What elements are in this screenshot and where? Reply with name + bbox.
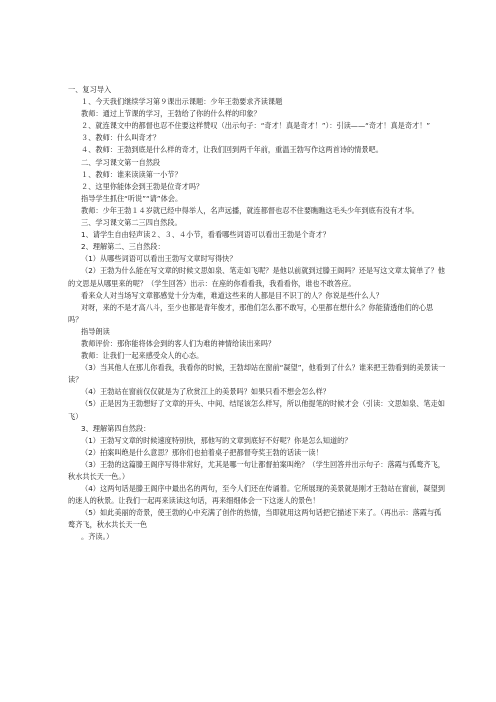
paragraph: （1）从哪些词语可以看出王勃写文章时写得快？	[81, 254, 237, 264]
paragraph: （5）如此美丽的奇景，使王勃的心中充满了创作的热情，当即就用这两句话把它描述下来了。（再出示：落霞与孤鹜齐飞，秋水共长天一色	[68, 508, 442, 530]
paragraph: ３、教师：什么叫奇才？	[81, 133, 161, 143]
paragraph: （1）王勃写文章的时候速度特别快，那他写的文章到底好不好呢？你是怎么知道的？	[81, 435, 352, 445]
paragraph: 教师：通过上节课的学习，王勃给了你的什么样的印象？	[81, 109, 261, 119]
paragraph: 。齐读。）	[81, 532, 114, 542]
paragraph: 教师：少年王勃１４岁就已经中得举人，名声远播，就连都督也忍不住要瞧瞧这毛头少年到底有没有才华。	[81, 205, 419, 215]
paragraph: 一、复习导入	[68, 85, 112, 94]
paragraph: 教师评价：那你能将体会到的客人们为难的神情给读出来吗？	[81, 338, 276, 348]
paragraph: ４、教师：王勃到底是什么样的奇才，让我们回到两千年前，重温王勃写作这两首诗的情景吧。	[81, 145, 383, 155]
paragraph: 二、学习课文第一自然段	[81, 157, 161, 167]
paragraph: ２、这里你能体会到王勃是位奇才吗？	[81, 181, 204, 191]
paragraph: 指导朗读	[81, 326, 110, 336]
paragraph: 教师：让我们一起来感受众人的心态。	[81, 351, 204, 361]
paragraph: （2）王勃为什么能在写文章的时候文思如泉、笔走如飞呢？是他以前就到过滕王阁吗？还是写这文章太简单了？他的文思是从哪里来的呢？（学生回答）出示：在座的你看看我，我看看你，谁也不敢答应。	[68, 266, 445, 288]
paragraph: （4）这两句话是滕王阁序中最出名的两句，至今人们还在传诵着。它所展现的美景就是刚才王勃站在窗前，凝望到的迷人的秋景。让我们一起再来读读这句话，再来细细体会一下这迷人的景色！	[68, 484, 445, 506]
paragraph: （4）王勃站在窗前仅仅就是为了欣赏江上的美景吗？如果只看不想会怎么样？	[81, 387, 330, 397]
paragraph: 指导学生抓住“听说”“请”体会。	[81, 193, 183, 203]
paragraph: ２、就连课文中的都督也忍不住要这样赞叹（出示句子：“奇才！真是奇才！”）：引读——“奇才！真是奇才！”	[81, 121, 431, 131]
paragraph: 2、理解第二、三自然段：	[81, 242, 165, 252]
paragraph: （2）拍案叫绝是什么意思？那你们也拍着桌子把都督夸奖王勃的话读一读！	[81, 447, 323, 457]
paragraph: 看来众人对当场写文章都感觉十分为难，难道这些来的人都是目不识丁的人？你说是些什么人？	[81, 290, 383, 300]
paragraph: （5）正是因为王勃想好了文章的开头、中间、结尾该怎么样写，所以他提笔的时候才会（引读：文思如泉、笔走如飞）	[68, 399, 445, 421]
paragraph: 3、理解第四自然段：	[81, 423, 151, 433]
paragraph: （3）王勃的这篇滕王阁序写得非常好，尤其是哪一句让都督拍案叫绝？（学生回答并出示句子：落霞与孤鹜齐飞，秋水共长天一色。）	[68, 459, 445, 481]
paragraph: 对呀，来的不是才高八斗，至少也都是青年俊才，那他们怎么都不敢写，心里都在想什么？你能猜透他们的心思吗？	[68, 302, 434, 324]
paragraph: （3）当其他人在那儿你看我，我看你的时候，王勃却站在窗前“凝望”，他看到了什么？谁来把王勃看到的美景读一读？	[68, 363, 446, 385]
paragraph: 三、学习课文第二三四自然段。	[81, 218, 182, 228]
paragraph: １、教师：谁来读读第一小节？	[81, 169, 182, 179]
paragraph: 1、请学生自由轻声读２、３、４小节，看看哪些词语可以看出王勃是个奇才？	[81, 230, 330, 240]
paragraph: １、今天我们继续学习第９课出示课题：少年王勃要求齐读课题	[81, 97, 283, 107]
